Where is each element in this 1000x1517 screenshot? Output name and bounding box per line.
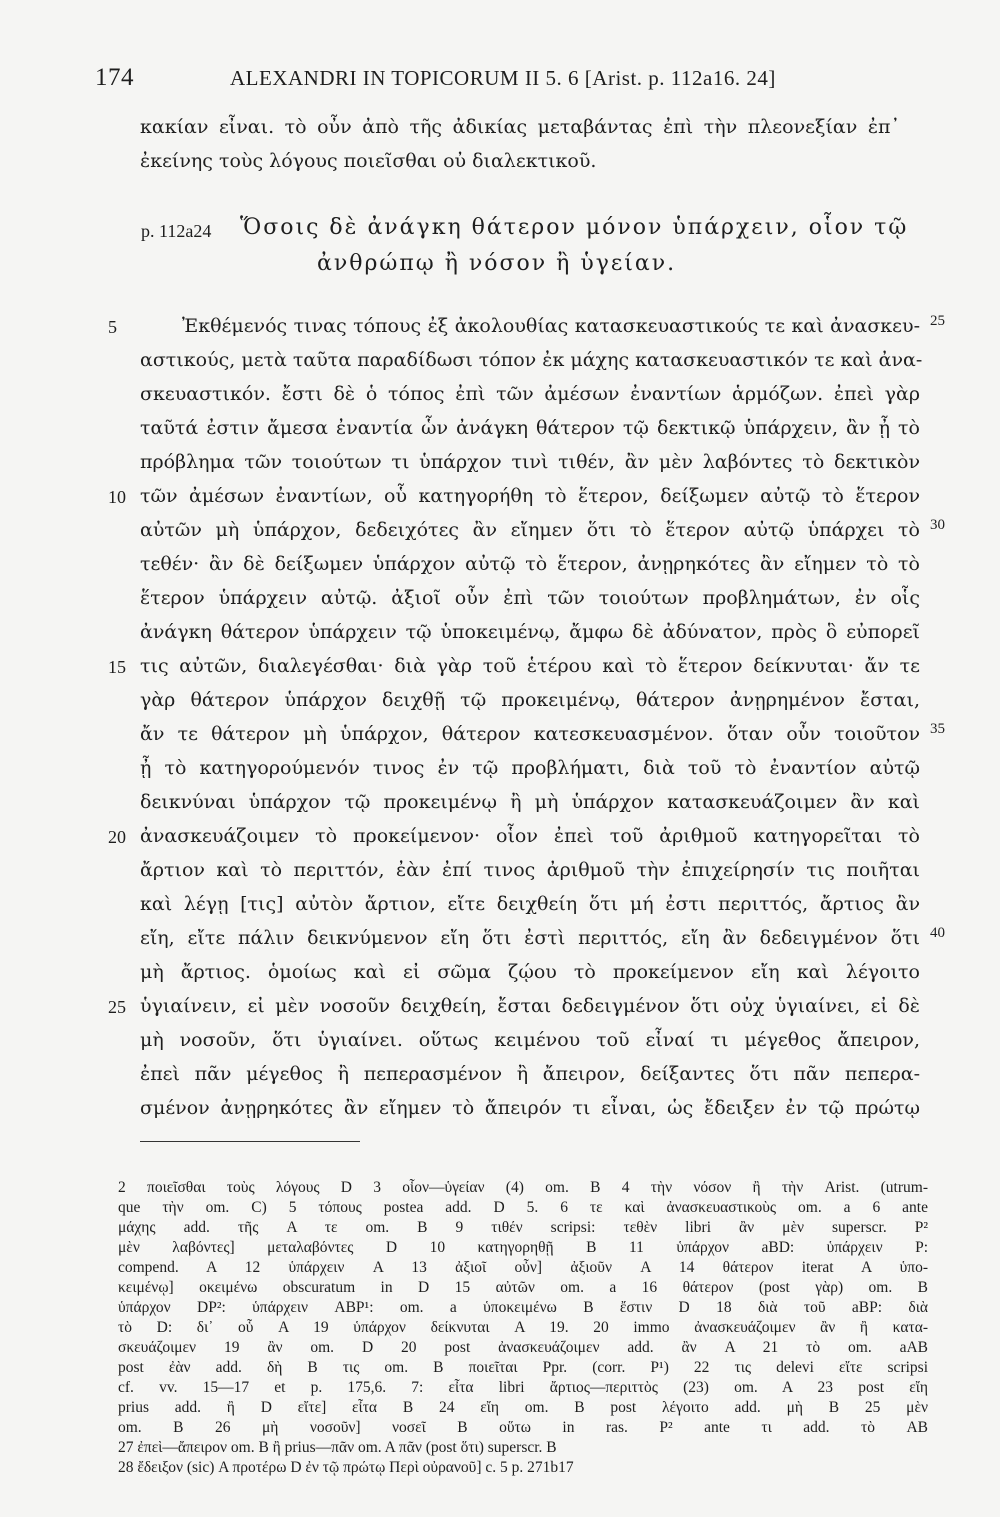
margin-number: 35: [930, 721, 945, 737]
footnote-line: prius add. ἢ D εἴτε] εἶτα B 24 εἴη om. B post λέγοιτο add. μὴ B 25 μὲν: [118, 1399, 928, 1416]
text-line: δεικνύναι ὑπάρχον τῷ προκειμένῳ ἢ μὴ ὑπάρχον κατασκευάζοιμεν ἂν καὶ: [140, 791, 920, 813]
text-line: μὴ ἄρτιος. ὁμοίως καὶ εἰ σῶμα ζῴου τὸ προκείμενον εἴη καὶ λέγοιτο: [140, 961, 920, 983]
footnote-line: post ἐὰν add. δὴ B τις om. B ποιεῖται Ppr. (corr. P¹) 22 τις delevi εἴτε scripsi: [118, 1359, 928, 1376]
text-line: τῶν ἀμέσων ἐναντίων, οὗ κατηγορήθη τὸ ἕτερον, δείξωμεν αὐτῷ τὸ ἕτερον: [140, 485, 920, 507]
line-number: 20: [108, 827, 126, 847]
text-line: ὑγιαίνειν, εἰ μὲν νοσοῦν δειχθείη, ἔσται δεδειγμένον ὅτι οὐχ ὑγιαίνει, εἰ δὲ: [140, 995, 920, 1017]
line-number: 25: [108, 997, 126, 1017]
text-line: καὶ λέγῃ [τις] αὐτὸν ἄρτιον, εἴτε δειχθείη ὅτι μή ἐστι περιττός, ἄρτιος ἂν: [140, 893, 920, 915]
text-line: ἐπεὶ πᾶν μέγεθος ἢ πεπερασμένον ἢ ἄπειρον, δείξαντες ὅτι πᾶν πεπερα-: [140, 1063, 920, 1085]
text-line: ταῦτά ἐστιν ἄμεσα ἐναντία ὧν ἀνάγκη θάτερον τῷ δεκτικῷ ὑπάρχειν, ἂν ᾖ τὸ: [140, 417, 920, 439]
line-number: 10: [108, 487, 126, 507]
margin-number: 30: [930, 517, 945, 533]
line-number: 15: [108, 657, 126, 677]
text-line: σκευαστικόν. ἔστι δὲ ὁ τόπος ἐπὶ τῶν ἀμέσων ἐναντίων ἁρμόζων. ἐπεὶ γὰρ: [140, 383, 920, 405]
page-number: 174: [95, 64, 134, 91]
line-number: 5: [108, 317, 117, 337]
footnote-separator: [140, 1141, 360, 1142]
text-line: μὴ νοσοῦν, ὅτι ὑγιαίνει. οὕτως κειμένου τοῦ εἶναί τι μέγεθος ἄπειρον,: [140, 1029, 920, 1051]
text-line: Ἐκθέμενός τινας τόπους ἐξ ἀκολουθίας κατασκευαστικούς τε καὶ ἀνασκευ-: [182, 315, 920, 337]
footnote-line: compend. A 12 ὑπάρχειν A 13 ἀξιοῖ οὖν] ἀξιοῦν A 14 θάτερον iterat A ὑπο-: [118, 1259, 928, 1276]
lemma-line: Ὅσοις δὲ ἀνάγκη θάτερον μόνον ὑπάρχειν, οἷον τῷ: [240, 215, 909, 240]
footnote-line: 2 ποιεῖσθαι τοὺς λόγους D 3 οἷον—ὑγείαν (4) om. B 4 τὴν νόσον ἢ τὴν Arist. (utrum-: [118, 1179, 928, 1196]
footnote-line: 28 ἔδειξον (sic) A προτέρω D ἐν τῷ πρώτῳ Περὶ οὐρανοῦ] c. 5 p. 271b17: [118, 1459, 574, 1476]
text-line: εἴη, εἴτε πάλιν δεικνύμενον εἴη ὅτι ἐστὶ περιττός, εἴη ἂν δεδειγμένον ὅτι: [140, 927, 920, 949]
footnote-line: ὑπάρχον DP²: ὑπάρχειν ABP¹: om. a ὑποκειμένω B ἔστιν D 18 διὰ τοῦ aBP: διὰ: [118, 1299, 928, 1316]
footnote-line: σκευάζοιμεν 19 ἂν om. D 20 post ἀνασκευάζοιμεν add. ἂν A 21 τὸ om. aAB: [118, 1339, 928, 1356]
footnote-line: om. B 26 μὴ νοσοῦν] νοσεῖ B οὕτω in ras. P² ante τι add. τὸ AB: [118, 1419, 928, 1436]
text-line: τις αὐτῶν, διαλεγέσθαι· διὰ γὰρ τοῦ ἑτέρου καὶ τὸ ἕτερον δείκνυται· ἄν τε: [140, 655, 920, 677]
text-line: τεθέν· ἂν δὲ δείξωμεν ὑπάρχον αὐτῷ τὸ ἕτερον, ἀνῃρηκότες ἂν εἴημεν τὸ τὸ: [140, 553, 920, 575]
text-line: ἀνασκευάζοιμεν τὸ προκείμενον· οἷον ἐπεὶ τοῦ ἀριθμοῦ κατηγορεῖται τὸ: [140, 825, 920, 847]
margin-number: 40: [930, 925, 945, 941]
text-line: σμένον ἀνῃρηκότες ἂν εἴημεν τὸ ἄπειρόν τι εἶναι, ὡς ἔδειξεν ἐν τῷ πρώτῳ: [140, 1097, 920, 1119]
lemma-line: ἀνθρώπῳ ἢ νόσον ἢ ὑγείαν.: [317, 251, 677, 276]
text-line: ἀνάγκη θάτερον ὑπάρχειν τῷ ὑποκειμένῳ, ἄμφω δὲ ἀδύνατον, πρὸς ὃ εὐπορεῖ: [140, 621, 920, 643]
text-line: πρόβλημα τῶν τοιούτων τι ὑπάρχον τινὶ τιθέν, ἂν μὲν λαβόντες τὸ δεκτικὸν: [140, 451, 920, 473]
footnote-line: κειμένῳ] οκειμένω obscuratum in D 15 αὐτῶν om. a 16 θάτερον (post γὰρ) om. B: [118, 1279, 928, 1296]
footnote-line: μὲν λαβόντες] μεταλαβόντες D 10 κατηγορηθῇ B 11 ὑπάρχον aBD: ὑπάρχειν P:: [118, 1239, 928, 1256]
text-line: γὰρ θάτερον ὑπάρχον δειχθῇ τῷ προκειμένῳ, θάτερον ἀνῃρημένον ἔσται,: [140, 689, 920, 711]
footnote-line: μάχης add. τῆς A τε om. B 9 τιθέν scripsi: τεθὲν libri ἂν μὲν superscr. P²: [118, 1219, 928, 1236]
text-line: αστικούς, μετὰ ταῦτα παραδίδωσι τόπον ἐκ μάχης κατασκευαστικόν τε καὶ ἀνα-: [140, 349, 923, 371]
text-line: ἄν τε θάτερον μὴ ὑπάρχον, θάτερον κατεσκευασμένον. ὅταν οὖν τοιοῦτον: [140, 723, 920, 745]
text-line: ἕτερον ὑπάρχειν αὐτῷ. ἀξιοῖ οὖν ἐπὶ τῶν τοιούτων προβλημάτων, ἐν οἷς: [140, 587, 920, 609]
text-line: ἄρτιον καὶ τὸ περιττόν, ἐὰν ἐπί τινος ἀριθμοῦ τὴν ἐπιχείρησίν τις ποιῆται: [140, 859, 920, 881]
footnote-line: τὸ D: δι᾽ οὗ A 19 ὑπάρχον δείκνυται A 19. 20 immo ἀνασκευάζοιμεν ἂν ἢ κατα-: [118, 1319, 928, 1336]
running-title: ALEXANDRI IN TOPICORUM II 5. 6 [Arist. p. 112a16. 24]: [230, 66, 776, 90]
footnote-line: que τὴν om. C) 5 τόπους postea add. D 5. 6 τε καὶ ἀνασκευαστικοὺς om. a 6 ante: [118, 1199, 928, 1216]
text-line: κακίαν εἶναι. τὸ οὖν ἀπὸ τῆς ἀδικίας μεταβάντας ἐπὶ τὴν πλεονεξίαν ἐπ᾽: [140, 116, 900, 138]
text-line: ἐκείνης τοὺς λόγους ποιεῖσθαι οὐ διαλεκτικοῦ.: [140, 150, 597, 172]
text-line: ᾖ τὸ κατηγορούμενόν τινος ἐν τῷ προβλήματι, διὰ τοῦ τὸ ἐναντίον αὐτῷ: [140, 757, 920, 779]
margin-number: 25: [930, 313, 945, 329]
lemma-reference: p. 112a24: [141, 221, 212, 241]
footnote-line: 27 ἐπεὶ—ἄπειρον om. B ἢ prius—πᾶν om. A πᾶν (post ὅτι) superscr. B: [118, 1439, 557, 1456]
running-head: [95, 60, 925, 100]
text-line: αὐτῶν μὴ ὑπάρχον, δεδειχότες ἂν εἴημεν ὅτι τὸ ἕτερον αὐτῷ ὑπάρχει τὸ: [140, 519, 920, 541]
footnote-line: cf. vv. 15—17 et p. 175,6. 7: εἶτα libri ἄρτιος—περιττὸς (23) om. A 23 post εἴη: [118, 1379, 928, 1396]
